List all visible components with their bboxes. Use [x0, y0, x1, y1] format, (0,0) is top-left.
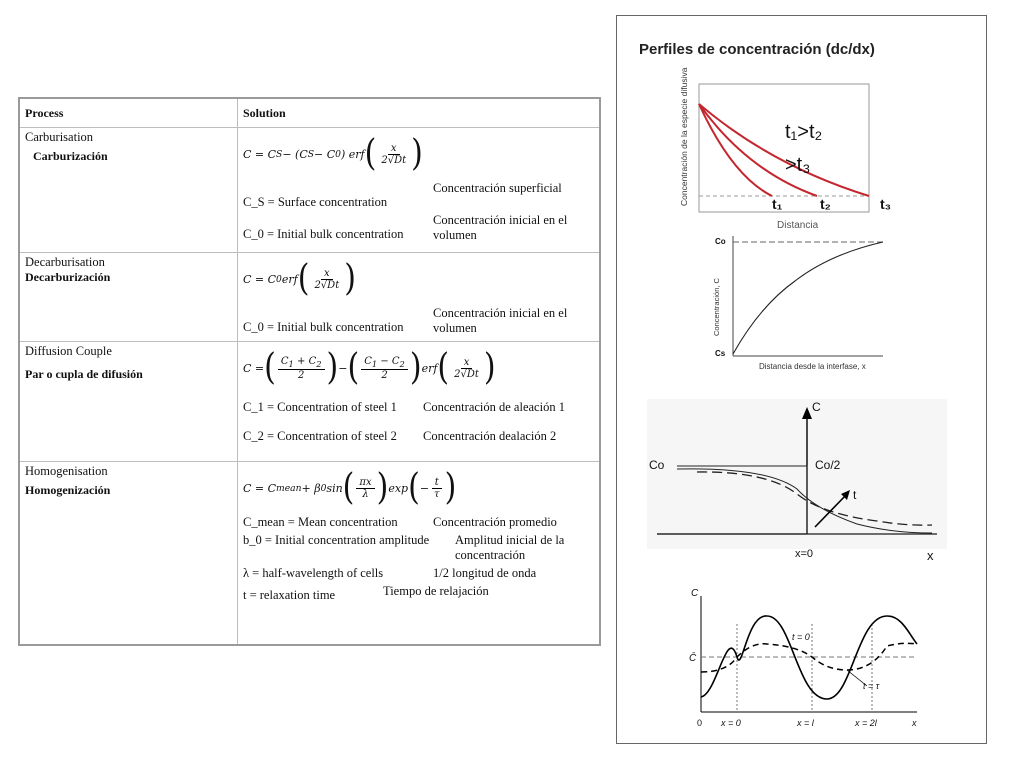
process-name-en: Carburisation — [25, 130, 94, 144]
process-name-en: Homogenisation — [25, 464, 108, 478]
solution-cell — [238, 128, 601, 253]
fig2-cs: Cs — [715, 349, 726, 358]
fig1-frame — [699, 84, 869, 212]
definition-es: Concentración inicial en el volumen — [433, 213, 568, 242]
fig1-t2: t₂ — [820, 196, 831, 212]
process-cell — [19, 253, 238, 342]
definition-row — [243, 213, 594, 243]
process-name-en: Diffusion Couple — [25, 344, 112, 358]
process-name-es: Homogenización — [25, 483, 111, 497]
carburisation-equation: C = C S − (C S − C 0 ) erf ( $\frac{x}{2√Dt}$ ) — [243, 132, 423, 175]
definition-row — [243, 584, 594, 603]
table-row — [19, 342, 600, 462]
process-cell — [19, 342, 238, 462]
definition-es: Amplitud inicial de la concentración — [455, 533, 565, 562]
definition-es: 1/2 longitud de onda — [433, 566, 537, 580]
panel-title: Perfiles de concentración (dc/dx) — [639, 41, 875, 58]
fig4-xl: x = l — [797, 718, 814, 728]
definition-es: Concentración superficial — [433, 181, 562, 195]
fig4-curve-ttau — [701, 643, 917, 672]
solution-header: Solution — [238, 98, 601, 128]
concentration-profiles-panel — [616, 15, 987, 744]
solution-cell — [238, 462, 601, 645]
fig4-x0: x = 0 — [721, 718, 741, 728]
fig3-c: C — [812, 400, 821, 414]
definition-en: C_mean = Mean concentration — [243, 515, 398, 529]
definition-en: C_0 = Initial bulk concentration — [243, 320, 404, 334]
diffusion-couple-equation: C = ( $\frac{C_1 + C_2}{2}$ ) − ( $\frac{C_1 - C_2}{2}$ ) erf ( $\frac{x}{2√Dt}$ ) — [243, 346, 496, 389]
definition-en: C_2 = Concentration of steel 2 — [243, 429, 397, 443]
definition-en: C_S = Surface concentration — [243, 195, 388, 209]
process-cell — [19, 128, 238, 253]
definition-en: C_0 = Initial bulk concentration — [243, 227, 404, 241]
definition-es: Concentración de aleación 1 — [423, 400, 565, 414]
process-cell — [19, 462, 238, 645]
solution-cell — [238, 342, 601, 462]
process-header: Process — [19, 98, 238, 128]
profile-figure-1 — [677, 67, 892, 234]
definition-row — [243, 181, 594, 210]
fig3-x: x — [927, 548, 934, 563]
fig3-t: t — [853, 488, 857, 502]
definition-row — [243, 515, 594, 530]
fig3-co2: Co/2 — [815, 458, 841, 472]
fig1-t3: t₃ — [880, 196, 892, 212]
definition-es: Concentración dealación 2 — [423, 429, 557, 443]
fig2-co: Co — [715, 237, 726, 246]
table-header-row — [19, 98, 600, 128]
solution-cell — [238, 253, 601, 342]
profile-figure-3 — [647, 399, 957, 563]
process-name-en: Decarburisation — [25, 255, 105, 269]
definition-row — [243, 306, 594, 336]
definition-es: Concentración inicial en el volumen — [433, 306, 568, 335]
table-row — [19, 462, 600, 645]
table-row — [19, 253, 600, 342]
definition-row — [243, 533, 594, 563]
fig1-xlabel: Distancia — [777, 220, 819, 231]
fig3-co: Co — [649, 458, 665, 472]
process-name-es: Carburización — [33, 149, 108, 163]
profile-figure-2 — [705, 236, 885, 372]
diffusion-solutions-table — [18, 97, 601, 646]
definition-en: b_0 = Initial concentration amplitude — [243, 533, 430, 547]
definition-en: t = relaxation time — [243, 588, 336, 602]
fig3-x0: x=0 — [795, 548, 814, 560]
definition-row — [243, 400, 594, 415]
homogenisation-equation: C = C mean + β 0 sin ( $\frac{\pi x}{\lambda}$ ) exp ( − $\frac{t}{\tau}$ ) — [243, 466, 457, 509]
fig4-x: x — [912, 718, 917, 728]
table-row — [19, 128, 600, 253]
fig4-c: C — [691, 588, 699, 599]
definition-row — [243, 429, 594, 444]
fig2-xlabel: Distancia desde la interfase, x — [759, 362, 866, 371]
fig2-ylabel: Concentración, C — [712, 278, 721, 336]
fig4-cbar: C̄ — [689, 653, 697, 664]
profile-figure-4 — [687, 574, 942, 730]
fig1-ylabel: Concentración de la especie difusiva — [679, 67, 689, 206]
process-name-es: Par o cupla de difusión — [25, 367, 143, 381]
fig1-order-line2: >t₃ — [785, 154, 811, 176]
definition-en: λ = half-wavelength of cells — [243, 566, 384, 580]
definition-en: C_1 = Concentration of steel 1 — [243, 400, 397, 414]
process-name-es: Decarburización — [25, 270, 111, 284]
definition-es: Tiempo de relajación — [383, 584, 489, 598]
fig4-t0: t = 0 — [792, 632, 810, 642]
definition-es: Concentración promedio — [433, 515, 557, 529]
fig4-x2l: x = 2l — [855, 718, 877, 728]
fig4-zero: 0 — [697, 718, 703, 728]
fig2-curve — [733, 242, 883, 354]
fig1-t1: t₁ — [772, 196, 783, 212]
fig1-order-line1: t₁>t₂ — [785, 121, 823, 143]
definition-row — [243, 566, 594, 581]
fig4-ttau: t = τ — [863, 681, 880, 691]
decarburisation-equation: C = C 0 erf ( $\frac{x}{2√Dt}$ ) — [243, 257, 356, 300]
fig3-background — [647, 399, 947, 549]
